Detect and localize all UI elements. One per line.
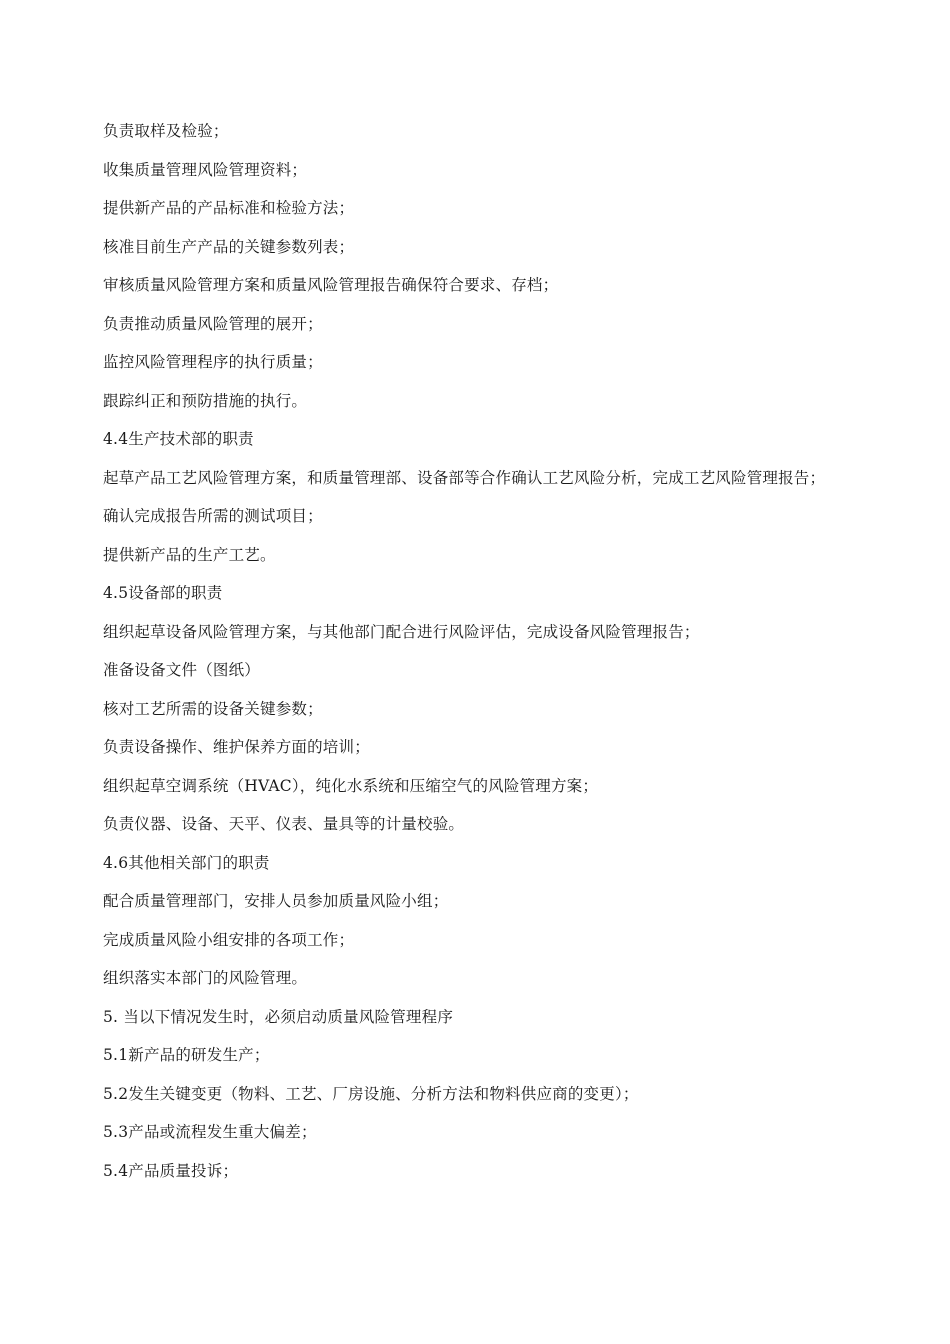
text-line: 监控风险管理程序的执行质量； — [103, 353, 323, 371]
text-line: 配合质量管理部门，安排人员参加质量风险小组； — [103, 892, 449, 910]
section-heading: 4.4生产技术部的职责 — [103, 430, 254, 448]
text-line: 起草产品工艺风险管理方案，和质量管理部、设备部等合作确认工艺风险分析，完成工艺风险管理报告； — [103, 468, 826, 487]
text-line: 负责推动质量风险管理的展开； — [103, 314, 323, 333]
text-line: 准备设备文件（图纸） — [103, 661, 261, 679]
document-body — [103, 115, 903, 1193]
text-line: 组织起草设备风险管理方案，与其他部门配合进行风险评估，完成设备风险管理报告； — [103, 622, 700, 641]
text-line: 负责设备操作、维护保养方面的培训； — [103, 738, 370, 756]
text-line: 负责仪器、设备、天平、仪表、量具等的计量校验。 — [103, 815, 465, 833]
text-line: 5.4产品质量投诉； — [103, 1161, 239, 1180]
text-line: 组织落实本部门的风险管理。 — [103, 969, 308, 987]
text-line: 提供新产品的生产工艺。 — [103, 545, 276, 564]
text-line: 跟踪纠正和预防措施的执行。 — [103, 391, 308, 410]
section-heading: 5. 当以下情况发生时，必须启动质量风险管理程序 — [103, 1007, 454, 1026]
text-line: 组织起草空调系统（HVAC），纯化水系统和压缩空气的风险管理方案； — [103, 776, 599, 795]
text-line: 审核质量风险管理方案和质量风险管理报告确保符合要求、存档； — [103, 276, 559, 294]
text-line: 核准目前生产产品的关键参数列表； — [103, 237, 355, 256]
text-line: 5.1新产品的研发生产； — [103, 1046, 270, 1064]
text-line: 5.3产品或流程发生重大偏差； — [103, 1123, 317, 1141]
text-line: 提供新产品的产品标准和检验方法； — [103, 199, 355, 217]
section-heading: 4.5设备部的职责 — [103, 584, 223, 602]
text-line: 负责取样及检验； — [103, 122, 229, 140]
text-line: 5.2发生关键变更（物料、工艺、厂房设施、分析方法和物料供应商的变更）； — [103, 1084, 639, 1103]
text-line: 确认完成报告所需的测试项目； — [103, 507, 323, 525]
text-line: 核对工艺所需的设备关键参数； — [103, 699, 323, 718]
text-line: 完成质量风险小组安排的各项工作； — [103, 930, 355, 949]
section-heading: 4.6其他相关部门的职责 — [103, 853, 270, 872]
text-line: 收集质量管理风险管理资料； — [103, 160, 308, 179]
